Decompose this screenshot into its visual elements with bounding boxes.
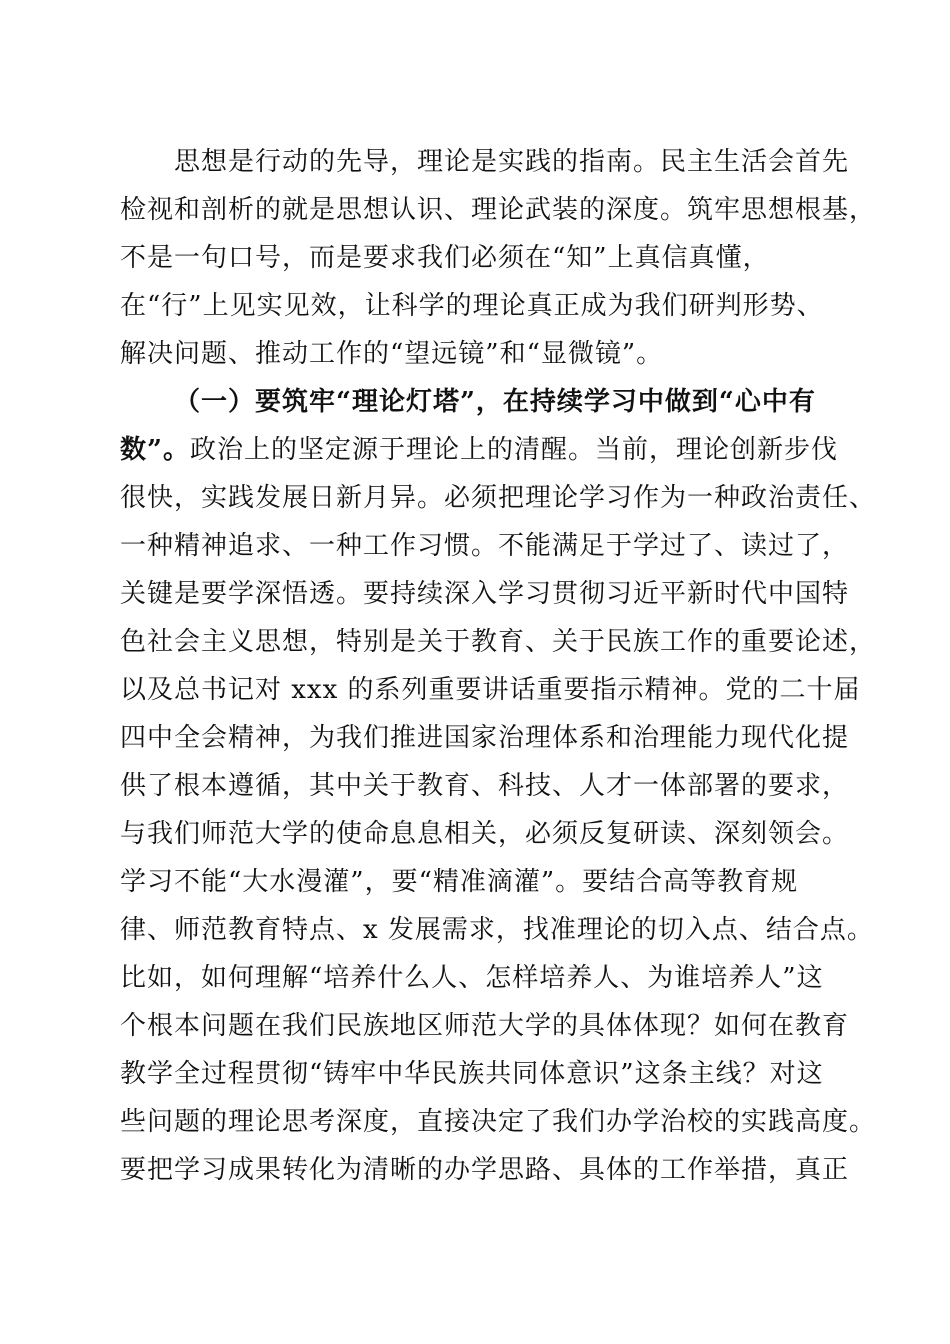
- paragraph1-line: 不是一句口号，而是要求我们必须在“知”上真信真懂，: [120, 243, 770, 273]
- paragraph2-line: 教学全过程贯彻“铸牢中华民族共同体意识”这条主线？对这: [120, 1059, 824, 1089]
- paragraph2-line: [120, 430, 840, 470]
- paragraph2-line: 四中全会精神，为我们推进国家治理体系和治理能力现代化提: [120, 723, 850, 753]
- paragraph2-line: 关键是要学深悟透。要持续深入学习贯彻习近平新时代中国特: [120, 579, 850, 609]
- paragraph2-line: 要把学习成果转化为清晰的办学思路、具体的工作举措，真正: [120, 1155, 850, 1185]
- paragraph2-line: 一种精神追求、一种工作习惯。不能满足于学过了、读过了，: [120, 531, 850, 561]
- paragraph2-line: 学习不能“大水漫灌”，要“精准滴灌”。要结合高等教育规: [120, 867, 799, 897]
- paragraph2-line: 律、师范教育特点、x 发展需求，找准理论的切入点、结合点。: [120, 915, 874, 945]
- paragraph1-line: 解决问题、推动工作的“望远镜”和“显微镜”。: [120, 339, 664, 369]
- paragraph1-line: 检视和剖析的就是思想认识、理论武装的深度。筑牢思想根基，: [120, 195, 877, 225]
- paragraph2-line: 很快，实践发展日新月异。必须把理论学习作为一种政治责任、: [120, 483, 877, 513]
- paragraph1-line: 思想是行动的先导，理论是实践的指南。民主生活会首先: [174, 147, 850, 177]
- paragraph2-line: 色社会主义思想，特别是关于教育、关于民族工作的重要论述，: [120, 627, 877, 657]
- section-heading-end: 数”。: [120, 435, 190, 465]
- section-heading: （一）要筑牢“理论灯塔”，在持续学习中做到“心中有: [174, 387, 816, 417]
- paragraph2-line-text: 政治上的坚定源于理论上的清醒。当前，理论创新步伐: [189, 435, 838, 465]
- paragraph2-line: 与我们师范大学的使命息息相关，必须反复研读、深刻领会。: [120, 819, 850, 849]
- paragraph2-line: 个根本问题在我们民族地区师范大学的具体体现？如何在教育: [120, 1011, 850, 1041]
- paragraph1-line: 在“行”上见实见效，让科学的理论真正成为我们研判形势、: [120, 291, 824, 321]
- paragraph2-line: 供了根本遵循，其中关于教育、科技、人才一体部署的要求，: [120, 771, 850, 801]
- paragraph2-line: 以及总书记对 xxx 的系列重要讲话重要指示精神。党的二十届: [120, 675, 861, 705]
- paragraph2-line: 些问题的理论思考深度，直接决定了我们办学治校的实践高度。: [120, 1107, 877, 1137]
- paragraph2-line: 比如，如何理解“培养什么人、怎样培养人、为谁培养人”这: [120, 963, 824, 993]
